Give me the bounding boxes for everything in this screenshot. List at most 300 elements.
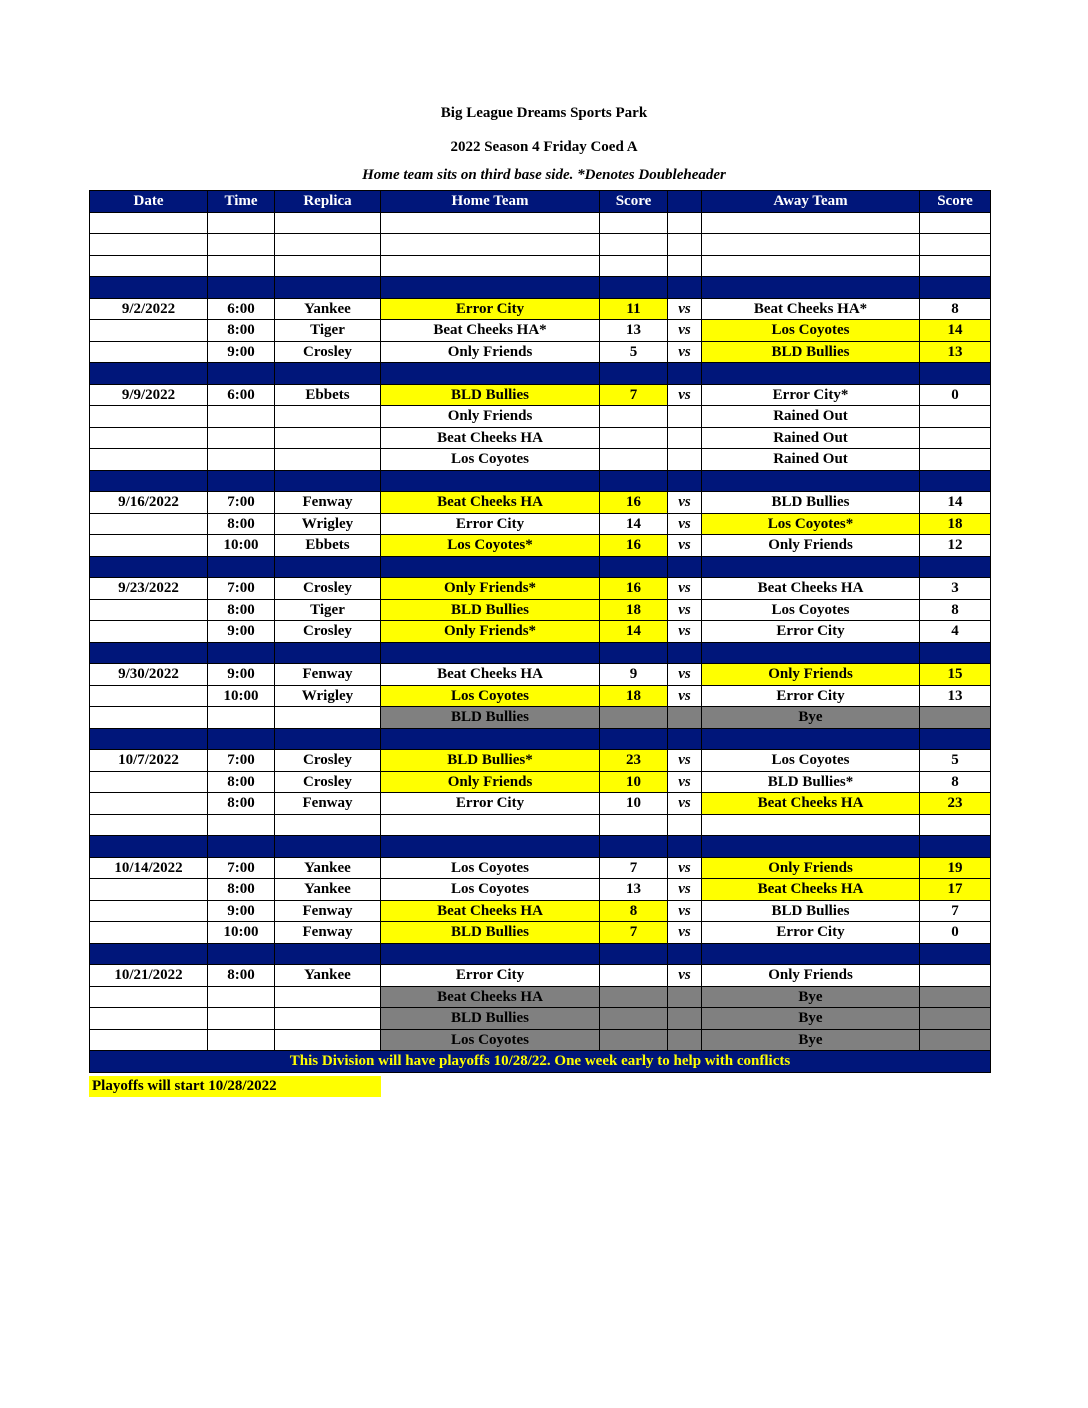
date-cell: 9/2/2022 — [90, 298, 208, 320]
date-cell — [90, 900, 208, 922]
time-cell: 9:00 — [208, 341, 275, 363]
separator-cell — [90, 642, 208, 664]
away-score-cell: 14 — [920, 492, 991, 514]
separator-cell — [600, 363, 668, 385]
replica-cell: Tiger — [275, 320, 381, 342]
game-row — [90, 965, 991, 987]
separator-cell — [381, 277, 600, 299]
date-cell: 10/21/2022 — [90, 965, 208, 987]
week-separator-row — [90, 943, 991, 965]
col-header-time: Time — [208, 191, 275, 213]
separator-cell — [702, 836, 920, 858]
home-score-cell: 13 — [600, 879, 668, 901]
time-cell — [208, 707, 275, 729]
date-cell — [90, 922, 208, 944]
away-team-cell: Beat Cheeks HA — [702, 793, 920, 815]
away-score-cell: 18 — [920, 513, 991, 535]
away-score-cell: 0 — [920, 384, 991, 406]
replica-cell — [275, 1029, 381, 1051]
home-team-cell: Only Friends* — [381, 578, 600, 600]
replica-cell: Yankee — [275, 857, 381, 879]
game-row — [90, 750, 991, 772]
home-score-cell: 16 — [600, 492, 668, 514]
replica-cell: Fenway — [275, 922, 381, 944]
separator-cell — [702, 470, 920, 492]
away-team-cell: Bye — [702, 1029, 920, 1051]
separator-cell — [600, 943, 668, 965]
date-cell — [90, 320, 208, 342]
home-team-cell: Beat Cheeks HA — [381, 664, 600, 686]
empty-cell — [90, 234, 208, 256]
home-team-cell: Beat Cheeks HA — [381, 986, 600, 1008]
date-cell: 9/30/2022 — [90, 664, 208, 686]
separator-cell — [90, 728, 208, 750]
time-cell — [208, 427, 275, 449]
vs-cell — [668, 406, 702, 428]
game-row — [90, 298, 991, 320]
away-score-cell: 13 — [920, 341, 991, 363]
away-team-cell: BLD Bullies — [702, 900, 920, 922]
time-cell: 6:00 — [208, 298, 275, 320]
home-team-cell: Beat Cheeks HA — [381, 900, 600, 922]
separator-cell — [90, 943, 208, 965]
replica-cell — [275, 427, 381, 449]
date-cell — [90, 341, 208, 363]
home-score-cell — [600, 986, 668, 1008]
time-cell: 9:00 — [208, 664, 275, 686]
time-cell: 9:00 — [208, 900, 275, 922]
game-row — [90, 427, 991, 449]
away-score-cell: 8 — [920, 771, 991, 793]
away-team-cell: Rained Out — [702, 406, 920, 428]
replica-cell: Yankee — [275, 879, 381, 901]
separator-cell — [668, 943, 702, 965]
vs-cell: vs — [668, 621, 702, 643]
game-row — [90, 449, 991, 471]
home-team-cell: Beat Cheeks HA — [381, 427, 600, 449]
separator-cell — [381, 556, 600, 578]
game-row — [90, 341, 991, 363]
home-team-cell: Only Friends — [381, 341, 600, 363]
header-row — [90, 191, 991, 213]
separator-cell — [381, 470, 600, 492]
home-team-cell: Los Coyotes — [381, 1029, 600, 1051]
vs-cell: vs — [668, 857, 702, 879]
home-score-cell — [600, 449, 668, 471]
empty-cell — [600, 255, 668, 277]
bye-row — [90, 1008, 991, 1030]
col-header-away-score: Score — [920, 191, 991, 213]
replica-cell: Yankee — [275, 965, 381, 987]
date-cell — [90, 513, 208, 535]
empty-cell — [600, 234, 668, 256]
home-team-note: Home team sits on third base side. *Denotes Doubleheader — [362, 167, 726, 183]
separator-cell — [381, 943, 600, 965]
home-score-cell: 18 — [600, 599, 668, 621]
separator-cell — [275, 728, 381, 750]
away-score-cell — [920, 1029, 991, 1051]
vs-cell: vs — [668, 341, 702, 363]
home-team-cell: Beat Cheeks HA — [381, 492, 600, 514]
home-score-cell: 7 — [600, 857, 668, 879]
empty-cell — [381, 814, 600, 836]
home-team-cell: Error City — [381, 965, 600, 987]
away-team-cell: Only Friends — [702, 535, 920, 557]
separator-cell — [208, 363, 275, 385]
bye-row — [90, 707, 991, 729]
home-score-cell: 16 — [600, 578, 668, 600]
vs-cell: vs — [668, 298, 702, 320]
away-score-cell: 0 — [920, 922, 991, 944]
away-team-cell: Beat Cheeks HA — [702, 879, 920, 901]
empty-cell — [208, 212, 275, 234]
away-score-cell — [920, 449, 991, 471]
empty-cell — [275, 234, 381, 256]
time-cell: 10:00 — [208, 685, 275, 707]
empty-cell — [702, 212, 920, 234]
empty-cell — [381, 234, 600, 256]
separator-cell — [275, 642, 381, 664]
away-team-cell: BLD Bullies* — [702, 771, 920, 793]
blank-row — [90, 234, 991, 256]
away-score-cell: 4 — [920, 621, 991, 643]
time-cell: 8:00 — [208, 320, 275, 342]
separator-cell — [920, 470, 991, 492]
separator-cell — [600, 470, 668, 492]
time-cell — [208, 1008, 275, 1030]
home-team-cell: BLD Bullies — [381, 384, 600, 406]
vs-cell: vs — [668, 793, 702, 815]
separator-cell — [668, 836, 702, 858]
home-score-cell: 7 — [600, 922, 668, 944]
separator-cell — [275, 363, 381, 385]
week-separator-row — [90, 836, 991, 858]
col-header-vs — [668, 191, 702, 213]
home-score-cell: 5 — [600, 341, 668, 363]
separator-cell — [668, 728, 702, 750]
vs-cell: vs — [668, 578, 702, 600]
away-team-cell: Error City — [702, 621, 920, 643]
separator-cell — [90, 363, 208, 385]
date-cell — [90, 449, 208, 471]
empty-cell — [90, 212, 208, 234]
vs-cell: vs — [668, 664, 702, 686]
game-row — [90, 793, 991, 815]
vs-cell — [668, 707, 702, 729]
home-score-cell: 11 — [600, 298, 668, 320]
col-header-home-team: Home Team — [381, 191, 600, 213]
vs-cell: vs — [668, 750, 702, 772]
away-team-cell: Only Friends — [702, 857, 920, 879]
separator-cell — [381, 363, 600, 385]
empty-cell — [600, 212, 668, 234]
empty-cell — [668, 814, 702, 836]
time-cell — [208, 1029, 275, 1051]
separator-cell — [920, 728, 991, 750]
game-row — [90, 513, 991, 535]
separator-cell — [920, 363, 991, 385]
replica-cell: Tiger — [275, 599, 381, 621]
empty-cell — [668, 234, 702, 256]
home-score-cell: 8 — [600, 900, 668, 922]
col-header-away-team: Away Team — [702, 191, 920, 213]
separator-cell — [275, 836, 381, 858]
empty-cell — [90, 814, 208, 836]
home-score-cell: 9 — [600, 664, 668, 686]
separator-cell — [920, 277, 991, 299]
vs-cell: vs — [668, 535, 702, 557]
vs-cell: vs — [668, 492, 702, 514]
separator-cell — [702, 943, 920, 965]
separator-cell — [668, 642, 702, 664]
replica-cell: Wrigley — [275, 685, 381, 707]
away-team-cell: Beat Cheeks HA — [702, 578, 920, 600]
replica-cell: Fenway — [275, 492, 381, 514]
home-score-cell: 14 — [600, 513, 668, 535]
game-row — [90, 535, 991, 557]
footer-row — [90, 1051, 991, 1073]
empty-cell — [381, 212, 600, 234]
separator-cell — [208, 642, 275, 664]
date-cell — [90, 707, 208, 729]
time-cell: 10:00 — [208, 535, 275, 557]
date-cell — [90, 685, 208, 707]
home-team-cell: Beat Cheeks HA* — [381, 320, 600, 342]
empty-cell — [208, 814, 275, 836]
week-separator-row — [90, 363, 991, 385]
date-cell — [90, 406, 208, 428]
vs-cell — [668, 449, 702, 471]
home-team-cell: Only Friends — [381, 771, 600, 793]
away-team-cell: Error City* — [702, 384, 920, 406]
home-team-cell: Los Coyotes — [381, 685, 600, 707]
away-score-cell: 23 — [920, 793, 991, 815]
game-row — [90, 685, 991, 707]
away-score-cell — [920, 986, 991, 1008]
separator-cell — [208, 728, 275, 750]
empty-cell — [208, 234, 275, 256]
date-cell — [90, 771, 208, 793]
date-cell: 10/14/2022 — [90, 857, 208, 879]
away-score-cell — [920, 406, 991, 428]
vs-cell: vs — [668, 900, 702, 922]
separator-cell — [208, 470, 275, 492]
away-team-cell: BLD Bullies — [702, 341, 920, 363]
season-subtitle: 2022 Season 4 Friday Coed A — [450, 139, 638, 155]
separator-cell — [381, 642, 600, 664]
separator-cell — [90, 836, 208, 858]
vs-cell — [668, 1029, 702, 1051]
date-cell — [90, 621, 208, 643]
date-cell — [90, 427, 208, 449]
away-score-cell: 12 — [920, 535, 991, 557]
home-team-cell: BLD Bullies — [381, 922, 600, 944]
separator-cell — [208, 277, 275, 299]
home-team-cell: BLD Bullies* — [381, 750, 600, 772]
time-cell: 8:00 — [208, 771, 275, 793]
game-row — [90, 621, 991, 643]
time-cell: 8:00 — [208, 965, 275, 987]
home-team-cell: Los Coyotes* — [381, 535, 600, 557]
separator-cell — [600, 642, 668, 664]
game-row — [90, 922, 991, 944]
separator-cell — [702, 642, 920, 664]
playoffs-note: Playoffs will start 10/28/2022 — [89, 1076, 381, 1097]
empty-cell — [668, 212, 702, 234]
away-team-cell: Los Coyotes — [702, 750, 920, 772]
bye-row — [90, 986, 991, 1008]
date-cell: 10/7/2022 — [90, 750, 208, 772]
away-team-cell: Los Coyotes* — [702, 513, 920, 535]
away-team-cell: Only Friends — [702, 664, 920, 686]
game-row — [90, 578, 991, 600]
col-header-replica: Replica — [275, 191, 381, 213]
home-team-cell: BLD Bullies — [381, 1008, 600, 1030]
separator-cell — [600, 556, 668, 578]
time-cell: 7:00 — [208, 492, 275, 514]
empty-cell — [702, 255, 920, 277]
replica-cell: Yankee — [275, 298, 381, 320]
separator-cell — [275, 943, 381, 965]
home-team-cell: BLD Bullies — [381, 707, 600, 729]
vs-cell: vs — [668, 685, 702, 707]
separator-cell — [90, 556, 208, 578]
replica-cell: Ebbets — [275, 535, 381, 557]
game-row — [90, 771, 991, 793]
vs-cell — [668, 427, 702, 449]
separator-cell — [702, 363, 920, 385]
replica-cell: Crosley — [275, 578, 381, 600]
separator-cell — [668, 277, 702, 299]
replica-cell: Wrigley — [275, 513, 381, 535]
replica-cell: Crosley — [275, 621, 381, 643]
separator-cell — [702, 277, 920, 299]
away-team-cell: Bye — [702, 986, 920, 1008]
empty-cell — [920, 234, 991, 256]
separator-cell — [920, 642, 991, 664]
date-cell — [90, 599, 208, 621]
replica-cell — [275, 449, 381, 471]
empty-cell — [668, 255, 702, 277]
empty-cell — [920, 255, 991, 277]
replica-cell — [275, 406, 381, 428]
away-team-cell: Rained Out — [702, 427, 920, 449]
away-score-cell — [920, 1008, 991, 1030]
away-score-cell: 13 — [920, 685, 991, 707]
replica-cell — [275, 707, 381, 729]
date-cell — [90, 986, 208, 1008]
away-score-cell: 3 — [920, 578, 991, 600]
date-cell — [90, 1029, 208, 1051]
away-team-cell: Only Friends — [702, 965, 920, 987]
time-cell: 9:00 — [208, 621, 275, 643]
home-team-cell: Los Coyotes — [381, 857, 600, 879]
bye-row — [90, 1029, 991, 1051]
separator-cell — [275, 470, 381, 492]
game-row — [90, 879, 991, 901]
separator-cell — [702, 728, 920, 750]
game-row — [90, 900, 991, 922]
empty-cell — [600, 814, 668, 836]
time-cell: 10:00 — [208, 922, 275, 944]
home-score-cell: 16 — [600, 535, 668, 557]
away-team-cell: Error City — [702, 685, 920, 707]
away-score-cell: 8 — [920, 298, 991, 320]
week-separator-row — [90, 556, 991, 578]
separator-cell — [668, 363, 702, 385]
home-team-cell: Only Friends — [381, 406, 600, 428]
separator-cell — [381, 836, 600, 858]
home-score-cell — [600, 1029, 668, 1051]
away-team-cell: Los Coyotes — [702, 599, 920, 621]
blank-row — [90, 814, 991, 836]
separator-cell — [600, 277, 668, 299]
away-score-cell: 15 — [920, 664, 991, 686]
blank-row — [90, 212, 991, 234]
time-cell: 7:00 — [208, 857, 275, 879]
vs-cell: vs — [668, 599, 702, 621]
game-row — [90, 406, 991, 428]
away-score-cell: 17 — [920, 879, 991, 901]
week-separator-row — [90, 470, 991, 492]
empty-cell — [208, 255, 275, 277]
away-score-cell: 8 — [920, 599, 991, 621]
game-row — [90, 857, 991, 879]
time-cell: 8:00 — [208, 793, 275, 815]
vs-cell: vs — [668, 384, 702, 406]
away-score-cell: 14 — [920, 320, 991, 342]
home-score-cell: 7 — [600, 384, 668, 406]
home-score-cell — [600, 406, 668, 428]
vs-cell: vs — [668, 922, 702, 944]
empty-cell — [702, 234, 920, 256]
col-header-home-score: Score — [600, 191, 668, 213]
vs-cell: vs — [668, 513, 702, 535]
home-score-cell — [600, 1008, 668, 1030]
time-cell: 7:00 — [208, 750, 275, 772]
separator-cell — [600, 728, 668, 750]
home-score-cell — [600, 965, 668, 987]
vs-cell: vs — [668, 771, 702, 793]
separator-cell — [208, 556, 275, 578]
away-team-cell: Error City — [702, 922, 920, 944]
separator-cell — [920, 556, 991, 578]
separator-cell — [702, 556, 920, 578]
empty-cell — [90, 255, 208, 277]
game-row — [90, 664, 991, 686]
vs-cell — [668, 1008, 702, 1030]
separator-cell — [920, 836, 991, 858]
home-score-cell: 14 — [600, 621, 668, 643]
date-cell: 9/9/2022 — [90, 384, 208, 406]
separator-cell — [381, 728, 600, 750]
playoffs-footer-text: This Division will have playoffs 10/28/22. One week early to help with conflicts — [90, 1051, 991, 1073]
replica-cell: Fenway — [275, 900, 381, 922]
replica-cell: Fenway — [275, 664, 381, 686]
away-team-cell: Bye — [702, 707, 920, 729]
replica-cell: Crosley — [275, 341, 381, 363]
game-row — [90, 384, 991, 406]
date-cell: 9/23/2022 — [90, 578, 208, 600]
home-score-cell: 10 — [600, 771, 668, 793]
home-team-cell: Error City — [381, 793, 600, 815]
empty-cell — [702, 814, 920, 836]
separator-cell — [668, 556, 702, 578]
away-score-cell: 5 — [920, 750, 991, 772]
date-cell — [90, 535, 208, 557]
home-score-cell: 10 — [600, 793, 668, 815]
home-team-cell: Error City — [381, 298, 600, 320]
